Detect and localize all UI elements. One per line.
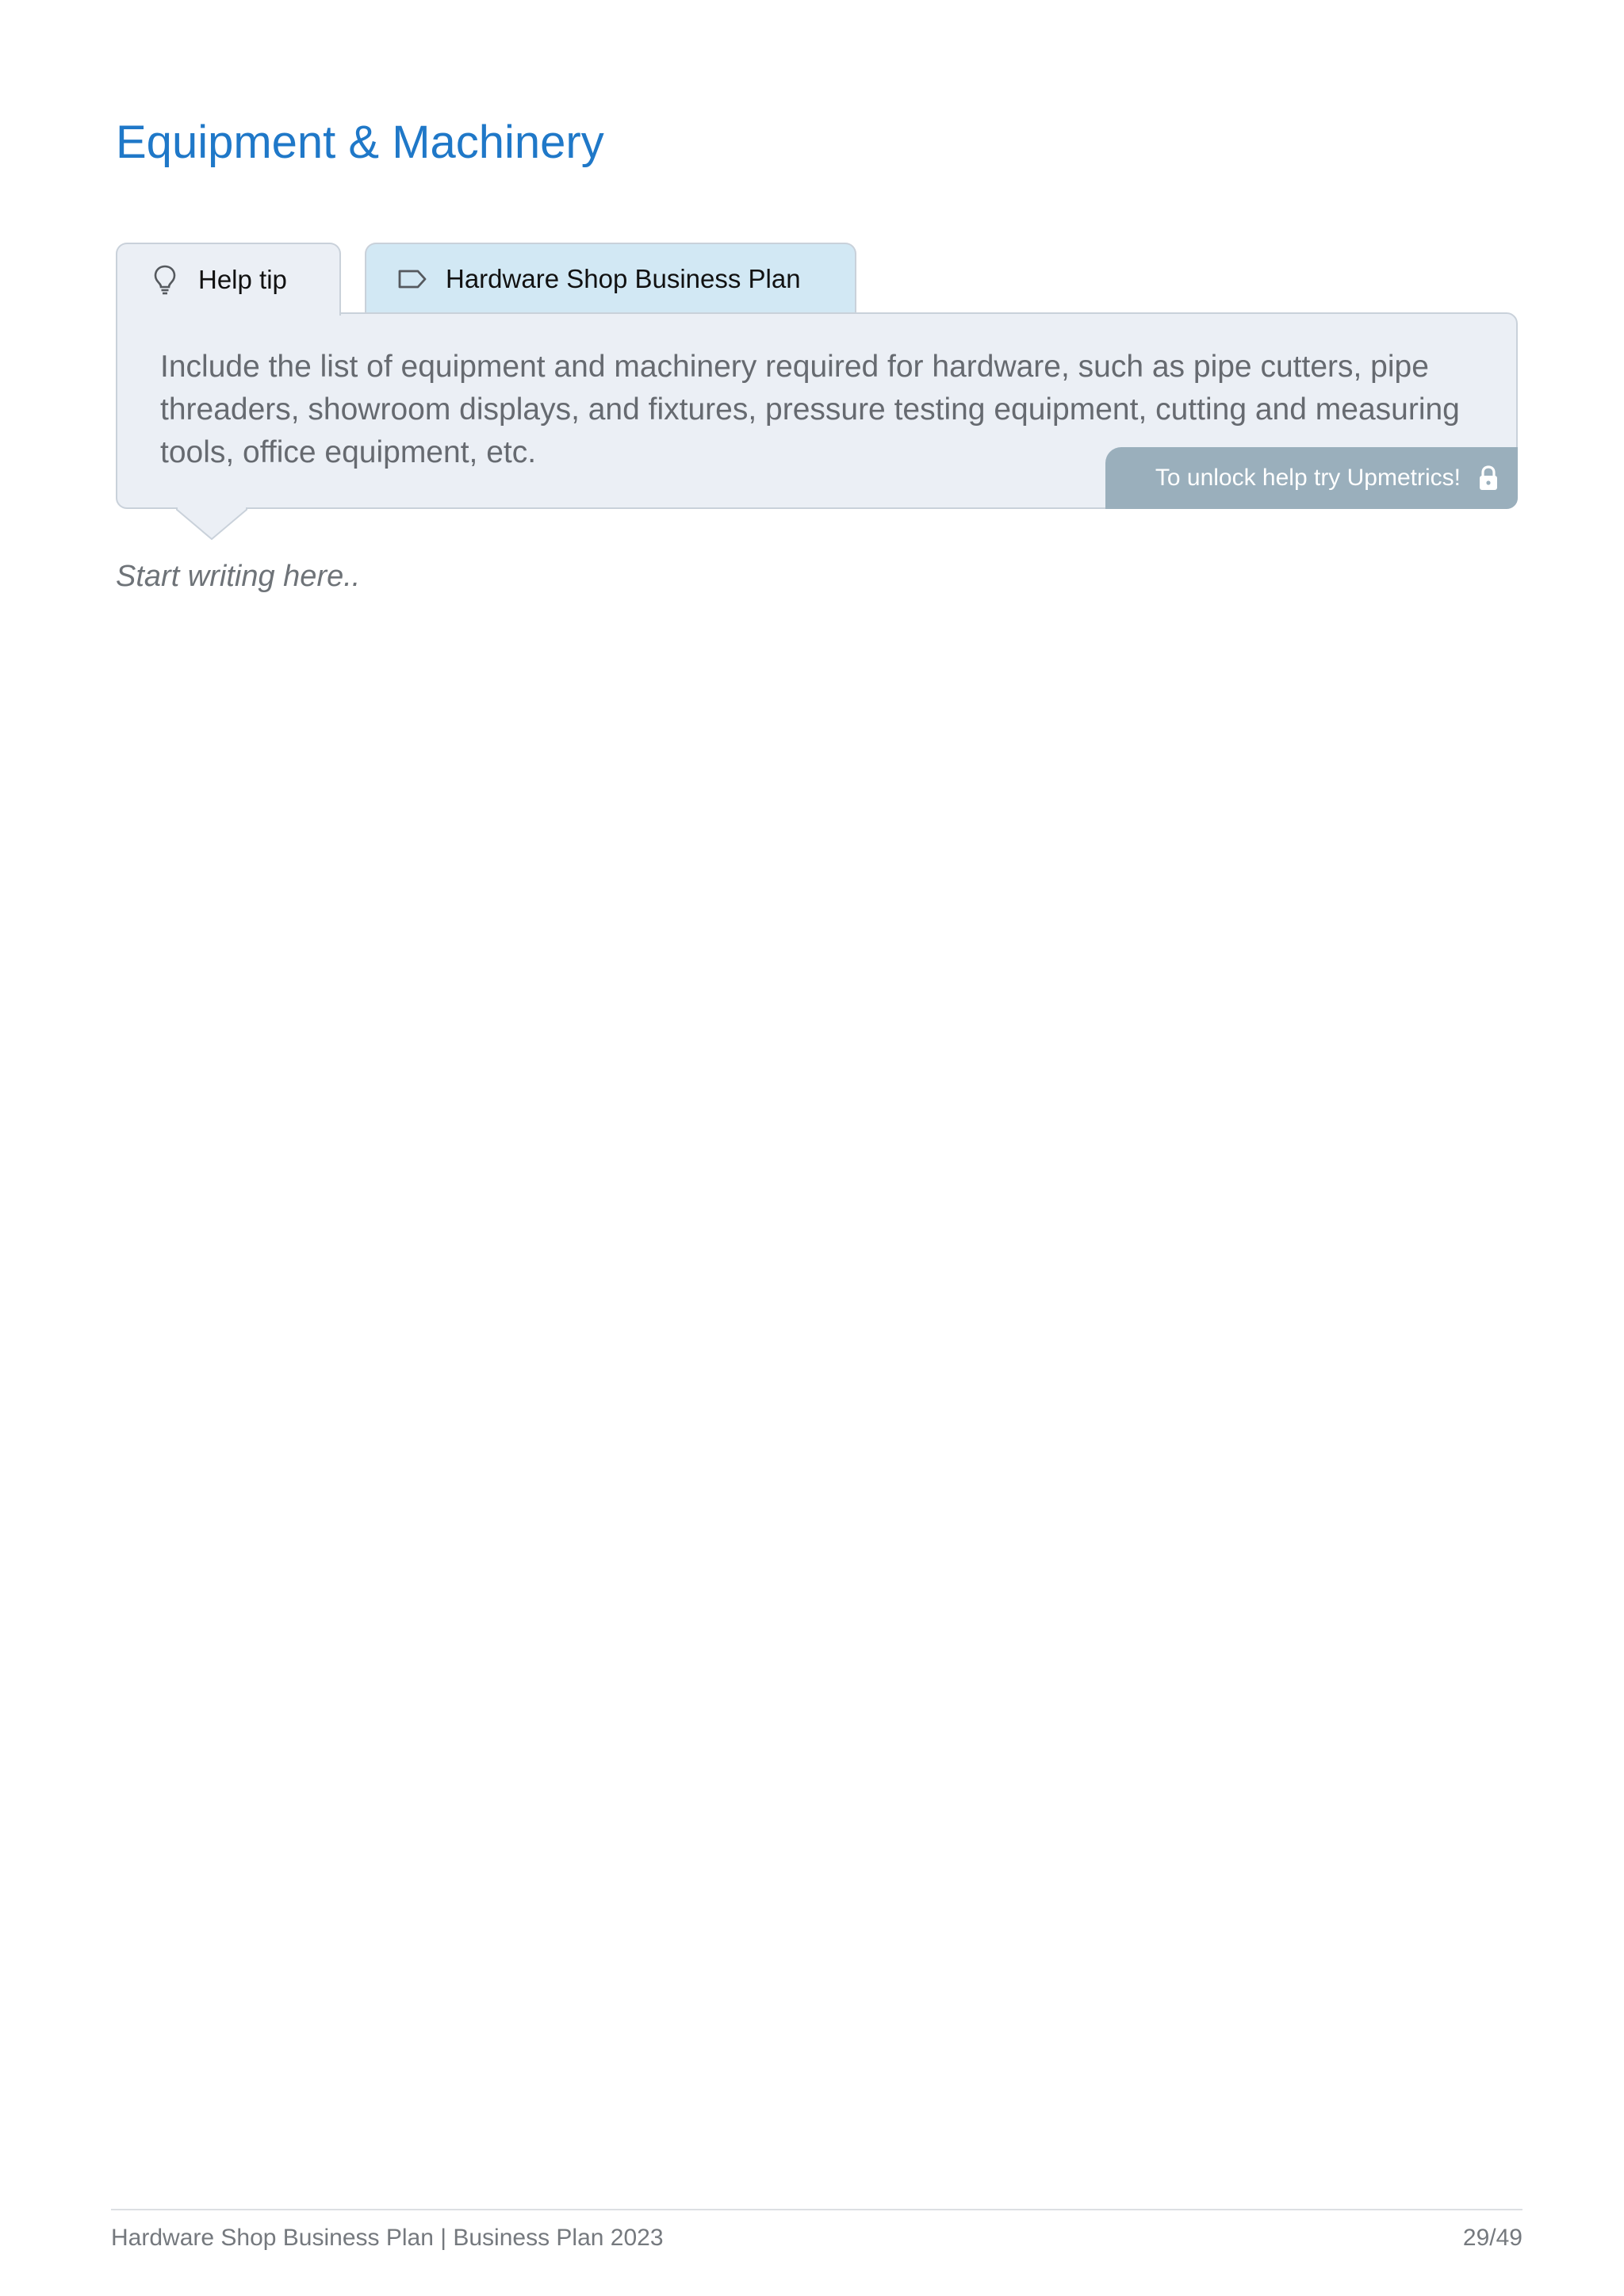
tab-business-plan[interactable] <box>365 243 856 314</box>
unlock-help-button[interactable] <box>1105 447 1518 509</box>
help-tip-panel <box>116 312 1518 509</box>
lightbulb-icon <box>149 264 181 296</box>
tab-help-tip[interactable] <box>116 243 341 316</box>
footer-divider <box>111 2209 1522 2210</box>
tag-icon <box>396 263 428 295</box>
footer-page-number: 29/49 <box>1462 2225 1522 2251</box>
lock-icon <box>1477 465 1500 492</box>
unlock-help-label: To unlock help try Upmetrics! <box>1155 465 1461 491</box>
help-tip-text: Include the list of equipment and machinery required for hardware, such as pipe cutters, pipe threaders, showroom displays, and fixtures, pressure testing equipment, cutting and measuring tools, office equipment, etc. <box>160 350 1460 469</box>
page-title: Equipment & Machinery <box>116 117 604 168</box>
start-writing-placeholder[interactable]: Start writing here.. <box>116 560 361 593</box>
footer-document-title: Hardware Shop Business Plan | Business Plan 2023 <box>111 2225 664 2251</box>
tab-help-tip-label: Help tip <box>198 265 287 294</box>
tab-business-plan-label: Hardware Shop Business Plan <box>446 264 801 293</box>
help-tip-pointer <box>176 506 247 542</box>
